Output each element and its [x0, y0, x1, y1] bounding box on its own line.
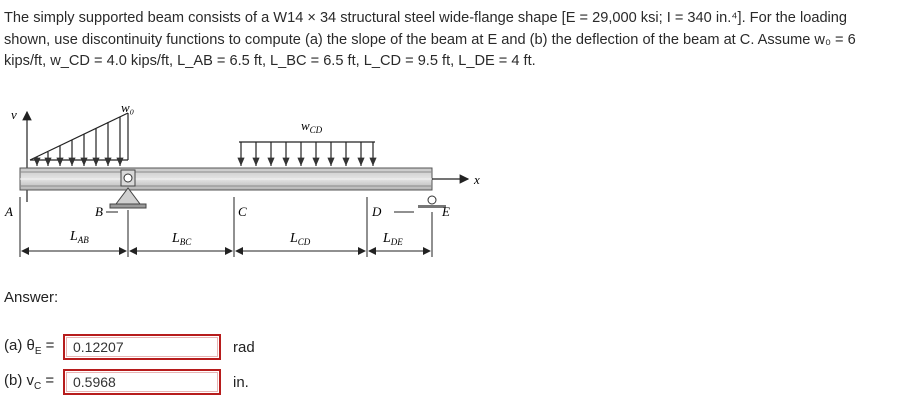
- answer-a-unit: rad: [233, 338, 255, 356]
- problem-line-2: shown, use discontinuity functions to compute (a) the slope of the beam at E and (b) the deflection of the beam at C. Assume w₀ = 6: [4, 31, 856, 48]
- answer-row-b: [4, 367, 249, 397]
- point-a-label: A: [5, 204, 13, 219]
- lcd-label: $L_{CD}$: [290, 231, 311, 247]
- triangular-load: [30, 113, 128, 166]
- point-b-label: B: [95, 204, 103, 219]
- answer-b-input[interactable]: 0.5968: [63, 369, 221, 395]
- answer-b-label: (b) $v_C$ =: [4, 372, 55, 392]
- point-d-label: D: [372, 204, 382, 219]
- w0-label: w₀: [121, 100, 135, 115]
- point-e-label: E: [442, 204, 450, 219]
- answer-a-label: (a) $\theta_E$ =: [4, 337, 55, 357]
- uniform-load: [239, 142, 375, 166]
- lde-label: $L_{DE}$: [383, 231, 403, 247]
- x-axis-label: x: [474, 172, 480, 187]
- answer-row-a: [4, 332, 255, 362]
- v-axis-label: v: [11, 107, 17, 122]
- wcd-label: $w_{CD}$: [301, 118, 323, 135]
- problem-line-1: The simply supported beam consists of a W14 × 34 structural steel wide-flange shape [E = 29,000 ksi; I = 340 in.⁴]. For the loading: [4, 10, 848, 26]
- lbc-label: $L_{BC}$: [172, 231, 192, 247]
- point-c-label: C: [238, 204, 247, 219]
- answer-a-input[interactable]: 0.12207: [63, 334, 221, 360]
- problem-line-3: kips/ft, w_CD = 4.0 kips/ft, L_AB = 6.5 ft, L_BC = 6.5 ft, L_CD = 9.5 ft, L_DE = 4 ft.: [4, 53, 536, 69]
- lab-label: $L_{AB}$: [70, 229, 89, 245]
- answer-b-unit: in.: [233, 373, 249, 391]
- problem-statement: [4, 8, 904, 73]
- beam-diagram: [0, 92, 907, 267]
- answer-heading: Answer:: [4, 289, 59, 306]
